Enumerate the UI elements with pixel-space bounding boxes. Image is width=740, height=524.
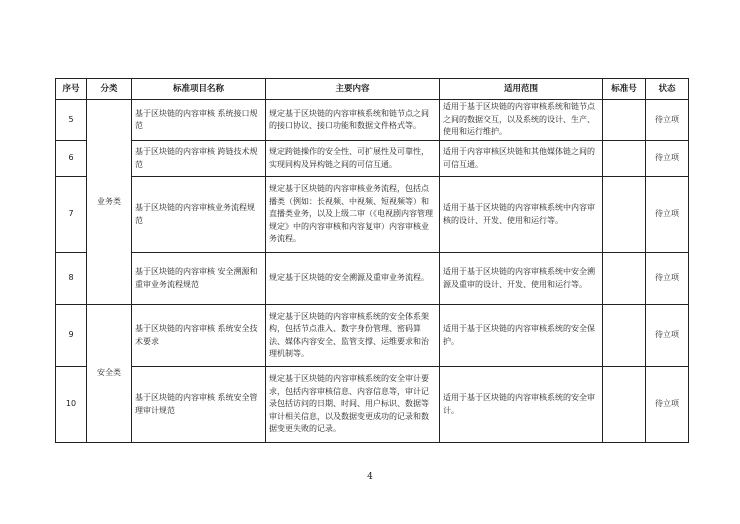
header-standard-name: 标准项目名称	[132, 79, 266, 100]
row-number: 9	[56, 305, 87, 367]
row-number: 6	[56, 141, 87, 177]
table-row	[56, 305, 689, 367]
row-number: 5	[56, 100, 87, 141]
status: 待立项	[646, 100, 689, 141]
scope: 适用于基于区块链的内容审核系统中内容审核的设计、开发、使用和运行等。	[440, 177, 603, 253]
category-cell: 业务类	[87, 100, 132, 305]
standard-name: 基于区块链的内容审核业务流程规范	[132, 177, 266, 253]
status: 待立项	[646, 141, 689, 177]
status: 待立项	[646, 253, 689, 305]
row-number: 10	[56, 367, 87, 443]
header-main-content: 主要内容	[266, 79, 440, 100]
header-serial-no: 序号	[56, 79, 87, 100]
standard-number	[603, 177, 646, 253]
header-status: 状态	[646, 79, 689, 100]
standard-number	[603, 367, 646, 443]
scope: 适用于内容审核区块链和其他媒体链之间的可信互通。	[440, 141, 603, 177]
main-content: 规定基于区块链的内容审核系统的安全审计要求，包括内容审核信息、内容信息等，审计记录包括访问的日期、时间、用户标识、数据等审计相关信息，以及数据变更成功的记录和数据变更失败的记录。	[266, 367, 440, 443]
header-scope: 适用范围	[440, 79, 603, 100]
row-number: 7	[56, 177, 87, 253]
header-standard-number: 标准号	[603, 79, 646, 100]
table-row	[56, 253, 689, 305]
table-row	[56, 367, 689, 443]
standard-name: 基于区块链的内容审核 系统安全技术要求	[132, 305, 266, 367]
standard-name: 基于区块链的内容审核 安全溯源和重审业务流程规范	[132, 253, 266, 305]
main-content: 规定基于区块链的内容审核业务流程，包括点播类（例如：长视频、中视频、短视频等）和直播类业务，以及上级二审（《电视剧内容管理规定》中的内容审核和内容复审）内容审核业务流程。	[266, 177, 440, 253]
standards-table	[55, 78, 689, 443]
main-content: 规定基于区块链的内容审核系统的安全体系架构，包括节点准入、数字身份管理、密码算法、媒体内容安全、监管支撑、运维要求和治理机制等。	[266, 305, 440, 367]
status: 待立项	[646, 177, 689, 253]
category-cell: 安全类	[87, 305, 132, 443]
standard-name: 基于区块链的内容审核 跨链技术规范	[132, 141, 266, 177]
table-row	[56, 100, 689, 141]
standard-name: 基于区块链的内容审核 系统安全管理审计规范	[132, 367, 266, 443]
main-content: 规定基于区块链的内容审核系统和链节点之间的接口协议、接口功能和数据文件格式等。	[266, 100, 440, 141]
main-content: 规定基于区块链的安全溯源及重审业务流程。	[266, 253, 440, 305]
standard-name: 基于区块链的内容审核 系统接口规范	[132, 100, 266, 141]
status: 待立项	[646, 367, 689, 443]
status: 待立项	[646, 305, 689, 367]
scope: 适用于基于区块链的内容审核系统的安全审计。	[440, 367, 603, 443]
page-number: 4	[367, 472, 373, 482]
table-header-row	[56, 79, 689, 100]
table-row	[56, 177, 689, 253]
row-number: 8	[56, 253, 87, 305]
scope: 适用于基于区块链的内容审核系统中安全溯源及重审的设计、开发、使用和运行等。	[440, 253, 603, 305]
standard-number	[603, 141, 646, 177]
main-content: 规定跨链操作的安全性、可扩展性及可靠性，实现同构及异构链之间的可信互通。	[266, 141, 440, 177]
header-category: 分类	[87, 79, 132, 100]
standard-number	[603, 253, 646, 305]
standard-number	[603, 305, 646, 367]
standard-number	[603, 100, 646, 141]
scope: 适用于基于区块链的内容审核系统的安全保护。	[440, 305, 603, 367]
table-row	[56, 141, 689, 177]
scope: 适用于基于区块链的内容审核系统和链节点之间的数据交互，以及系统的设计、生产、使用和运行维护。	[440, 100, 603, 141]
